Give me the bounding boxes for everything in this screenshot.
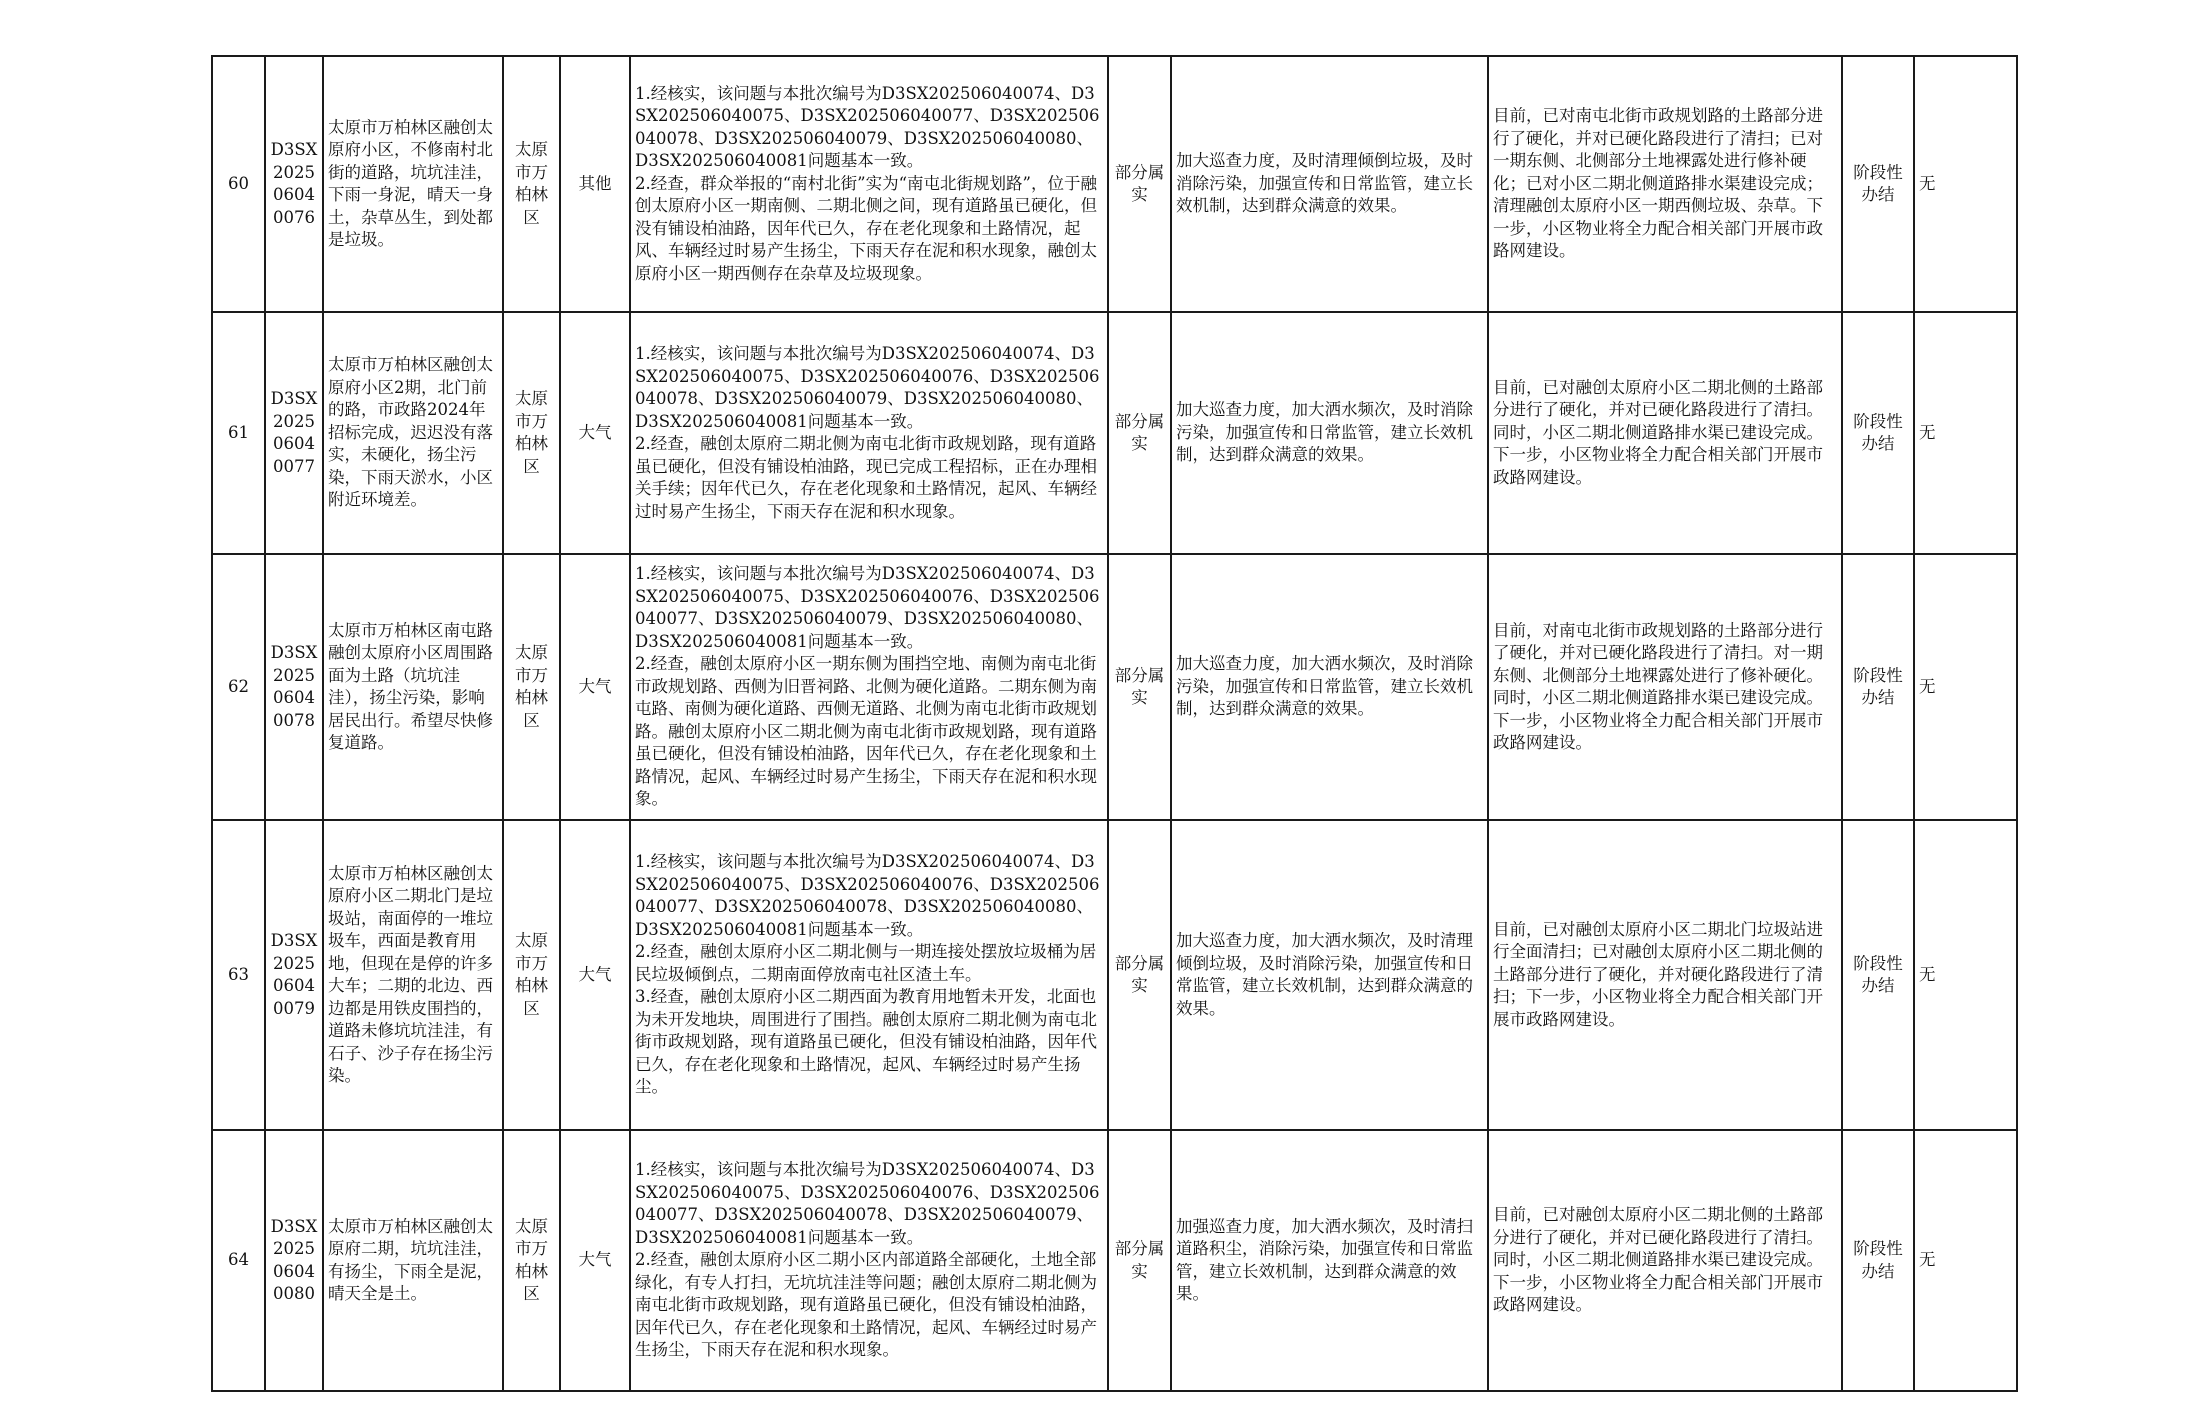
verdict-cell: 部分属实 [1108,554,1171,820]
finding-item: 2.经查，融创太原府小区一期东侧为围挡空地、南侧为南屯北街市政规划路、西侧为旧晋祠路、北侧为硬化道路。二期东侧为南屯路、南侧为硬化道路、西侧无道路、北侧为南屯北街市政规划路。融创太原府小区二期北侧为南屯北街市政规划路，现有道路虽已硬化，但没有铺设柏油路，因年代已久，存在老化现象和土路情况，起风、车辆经过时易产生扬尘，下雨天存在泥和积水现象。 [635,654,1097,809]
finding-item: 3.经查，融创太原府小区二期西面为教育用地暂未开发，北面也为未开发地块，周围进行了围挡。融创太原府二期北侧为南屯北街市政规划路，现有道路虽已硬化，但没有铺设柏油路，因年代已久，存在老化现象和土路情况，起风、车辆经过时易产生扬尘。 [635,987,1097,1097]
measures-cell: 加大巡查力度，及时清理倾倒垃圾，及时消除污染，加强宣传和日常监管，建立长效机制，达到群众满意的效果。 [1171,56,1488,312]
district-cell: 太原市万柏林区 [503,56,560,312]
accountability-cell: 无 [1914,312,2017,554]
pollution-type: 大气 [560,554,630,820]
district-cell: 太原市万柏林区 [503,312,560,554]
status-cell: 阶段性办结 [1842,1130,1914,1391]
table-row [212,554,2017,820]
table-row [212,56,2017,312]
verdict-cell: 部分属实 [1108,56,1171,312]
investigation-findings [630,1130,1108,1391]
case-code: D3SX202506040078 [265,554,323,820]
verdict-cell: 部分属实 [1108,820,1171,1130]
case-code: D3SX202506040077 [265,312,323,554]
finding-item: 2.经查，融创太原府小区二期小区内部道路全部硬化，土地全部绿化，有专人打扫，无坑坑洼洼等问题；融创太原府二期北侧为南屯北街市政规划路，现有道路虽已硬化，但没有铺设柏油路，因年代已久，存在老化现象和土路情况，起风、车辆经过时易产生扬尘，下雨天存在泥和积水现象。 [635,1250,1097,1360]
row-number: 61 [212,312,265,554]
complaint-text: 太原市万柏林区融创太原府小区二期北门是垃圾站，南面停的一堆垃圾车，西面是教育用地，但现在是停的许多大车；二期的北边、西边都是用铁皮围挡的，道路未修坑坑洼洼，有石子、沙子存在扬尘污染。 [323,820,503,1130]
district-cell: 太原市万柏林区 [503,554,560,820]
accountability-cell: 无 [1914,56,2017,312]
accountability-cell: 无 [1914,820,2017,1130]
accountability-cell: 无 [1914,1130,2017,1391]
row-number: 63 [212,820,265,1130]
investigation-findings [630,554,1108,820]
finding-item: 1.经核实，该问题与本批次编号为D3SX202506040074、D3SX202506040075、D3SX202506040076、D3SX202506040077、D3SX202506040079、D3SX202506040080、D3SX202506040081问题基本一致。 [635,564,1100,651]
district-cell: 太原市万柏林区 [503,1130,560,1391]
finding-item: 1.经核实，该问题与本批次编号为D3SX202506040074、D3SX202506040075、D3SX202506040076、D3SX202506040077、D3SX202506040078、D3SX202506040079、D3SX202506040081问题基本一致。 [635,1160,1100,1247]
pollution-type: 其他 [560,56,630,312]
finding-item: 1.经核实，该问题与本批次编号为D3SX202506040074、D3SX202506040075、D3SX202506040076、D3SX202506040078、D3SX202506040079、D3SX202506040080、D3SX202506040081问题基本一致。 [635,344,1100,431]
verdict-cell: 部分属实 [1108,312,1171,554]
measures-cell: 加大巡查力度，加大洒水频次，及时消除污染，加强宣传和日常监管，建立长效机制，达到群众满意的效果。 [1171,312,1488,554]
complaint-text: 太原市万柏林区融创太原府二期，坑坑洼洼，有扬尘，下雨全是泥，晴天全是土。 [323,1130,503,1391]
result-cell: 目前，已对融创太原府小区二期北侧的土路部分进行了硬化，并对已硬化路段进行了清扫。同时，小区二期北侧道路排水渠已建设完成。下一步，小区物业将全力配合相关部门开展市政路网建设。 [1488,312,1842,554]
result-cell: 目前，对南屯北街市政规划路的土路部分进行了硬化，并对已硬化路段进行了清扫。对一期东侧、北侧部分土地裸露处进行了修补硬化。同时，小区二期北侧道路排水渠已建设完成。下一步，小区物业将全力配合相关部门开展市政路网建设。 [1488,554,1842,820]
investigation-findings [630,56,1108,312]
case-code: D3SX202506040080 [265,1130,323,1391]
finding-item: 2.经查，群众举报的“南村北街”实为“南屯北街规划路”，位于融创太原府小区一期南侧、二期北侧之间，现有道路虽已硬化，但没有铺设柏油路，因年代已久，存在老化现象和土路情况，起风、车辆经过时易产生扬尘，下雨天存在泥和积水现象，融创太原府小区一期西侧存在杂草及垃圾现象。 [635,173,1097,283]
investigation-findings [630,820,1108,1130]
finding-item: 2.经查，融创太原府二期北侧为南屯北街市政规划路，现有道路虽已硬化，但没有铺设柏油路，现已完成工程招标，正在办理相关手续；因年代已久，存在老化现象和土路情况，起风、车辆经过时易产生扬尘，下雨天存在泥和积水现象。 [635,434,1097,521]
pollution-type: 大气 [560,820,630,1130]
case-code: D3SX202506040079 [265,820,323,1130]
finding-item: 1.经核实，该问题与本批次编号为D3SX202506040074、D3SX202506040075、D3SX202506040077、D3SX202506040078、D3SX202506040079、D3SX202506040080、D3SX202506040081问题基本一致。 [635,83,1100,171]
row-number: 64 [212,1130,265,1391]
result-cell: 目前，已对南屯北街市政规划路的土路部分进行了硬化，并对已硬化路段进行了清扫；已对一期东侧、北侧部分土地裸露处进行修补硬化；已对小区二期北侧道路排水渠建设完成；清理融创太原府小区一期西侧垃圾、杂草。下一步，小区物业将全力配合相关部门开展市政路网建设。 [1488,56,1842,312]
result-cell: 目前，已对融创太原府小区二期北侧的土路部分进行了硬化，并对已硬化路段进行了清扫。同时，小区二期北侧道路排水渠已建设完成。下一步，小区物业将全力配合相关部门开展市政路网建设。 [1488,1130,1842,1391]
accountability-cell: 无 [1914,554,2017,820]
district-cell: 太原市万柏林区 [503,820,560,1130]
measures-cell: 加大巡查力度，加大洒水频次，及时清理倾倒垃圾，及时消除污染，加强宣传和日常监管，建立长效机制，达到群众满意的效果。 [1171,820,1488,1130]
result-cell: 目前，已对融创太原府小区二期北门垃圾站进行全面清扫；已对融创太原府小区二期北侧的土路部分进行了硬化，并对硬化路段进行了清扫；下一步，小区物业将全力配合相关部门开展市政路网建设。 [1488,820,1842,1130]
pollution-type: 大气 [560,1130,630,1391]
status-cell: 阶段性办结 [1842,820,1914,1130]
measures-cell: 加强巡查力度，加大洒水频次，及时清扫道路积尘，消除污染，加强宣传和日常监管，建立长效机制，达到群众满意的效果。 [1171,1130,1488,1391]
table-row [212,312,2017,554]
verdict-cell: 部分属实 [1108,1130,1171,1391]
measures-cell: 加大巡查力度，加大洒水频次，及时消除污染，加强宣传和日常监管，建立长效机制，达到群众满意的效果。 [1171,554,1488,820]
table-row [212,820,2017,1130]
pollution-type: 大气 [560,312,630,554]
table-row [212,1130,2017,1391]
finding-item: 2.经查，融创太原府小区二期北侧与一期连接处摆放垃圾桶为居民垃圾倾倒点，二期南面停放南屯社区渣土车。 [635,942,1097,984]
status-cell: 阶段性办结 [1842,312,1914,554]
status-cell: 阶段性办结 [1842,56,1914,312]
row-number: 62 [212,554,265,820]
report-table [211,55,2018,1392]
investigation-findings [630,312,1108,554]
status-cell: 阶段性办结 [1842,554,1914,820]
complaint-text: 太原市万柏林区南屯路融创太原府小区周围路面为土路（坑坑洼洼），扬尘污染，影响居民出行。希望尽快修复道路。 [323,554,503,820]
finding-item: 1.经核实，该问题与本批次编号为D3SX202506040074、D3SX202506040075、D3SX202506040076、D3SX202506040077、D3SX202506040078、D3SX202506040080、D3SX202506040081问题基本一致。 [635,852,1100,939]
case-code: D3SX202506040076 [265,56,323,312]
row-number: 60 [212,56,265,312]
complaint-text: 太原市万柏林区融创太原府小区2期，北门前的路，市政路2024年招标完成，迟迟没有落实，未硬化，扬尘污染，下雨天淤水，小区附近环境差。 [323,312,503,554]
complaint-text: 太原市万柏林区融创太原府小区，不修南村北街的道路，坑坑洼洼，下雨一身泥，晴天一身土，杂草丛生，到处都是垃圾。 [323,56,503,312]
